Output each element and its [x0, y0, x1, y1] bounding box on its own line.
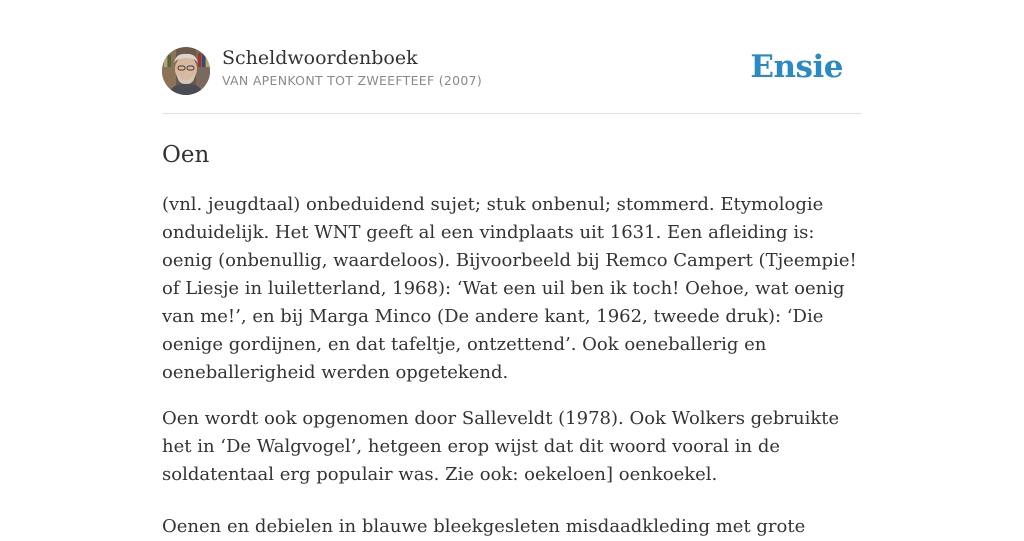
source-subtitle: VAN APENKONT TOT ZWEEFTEEF (2007): [222, 73, 483, 88]
entry-body: [162, 191, 862, 541]
entry-paragraph: Oen wordt ook opgenomen door Salleveldt (1978). Ook Wolkers gebruikte het in ‘De Walgvogel’, hetgeen erop wijst dat dit woord vooral in de soldatentaal erg populair was. Zie ook: oekeloen] oenkoekel.: [162, 408, 840, 485]
entry-title: Oen: [162, 142, 210, 168]
page: [162, 0, 862, 541]
source-info: [222, 46, 482, 91]
entry-paragraph: (vnl. jeugdtaal) onbeduidend sujet; stuk onbenul; stommerd. Etymologie onduidelijk. Het WNT geeft al een vindplaats uit 1631. Een afleiding is: oenig (onbenullig, waardeloos). Bijvoorbeeld bij Remco Campert (Tjeempie! of Liesje in luiletterland, 1968): ‘Wat een uil ben ik toch! Oehoe, wat oenig van me!’, en bij Marga Minco (De andere kant, 1962, tweede druk): ‘Die oenige gordijnen, en dat tafeltje, ontzettend’. Ook oeneballerig en oeneballerigheid werden opgetekend.: [162, 194, 857, 383]
author-portrait-icon: [162, 47, 210, 95]
source-header: [162, 0, 862, 114]
entry: [162, 140, 862, 541]
ensie-logo[interactable]: Ensie: [750, 49, 843, 85]
source-title[interactable]: Scheldwoordenboek: [222, 47, 418, 69]
author-avatar[interactable]: [162, 47, 210, 95]
entry-quote: Oenen en debielen in blauwe bleekgesleten misdaadkleding met grote: [162, 516, 806, 537]
